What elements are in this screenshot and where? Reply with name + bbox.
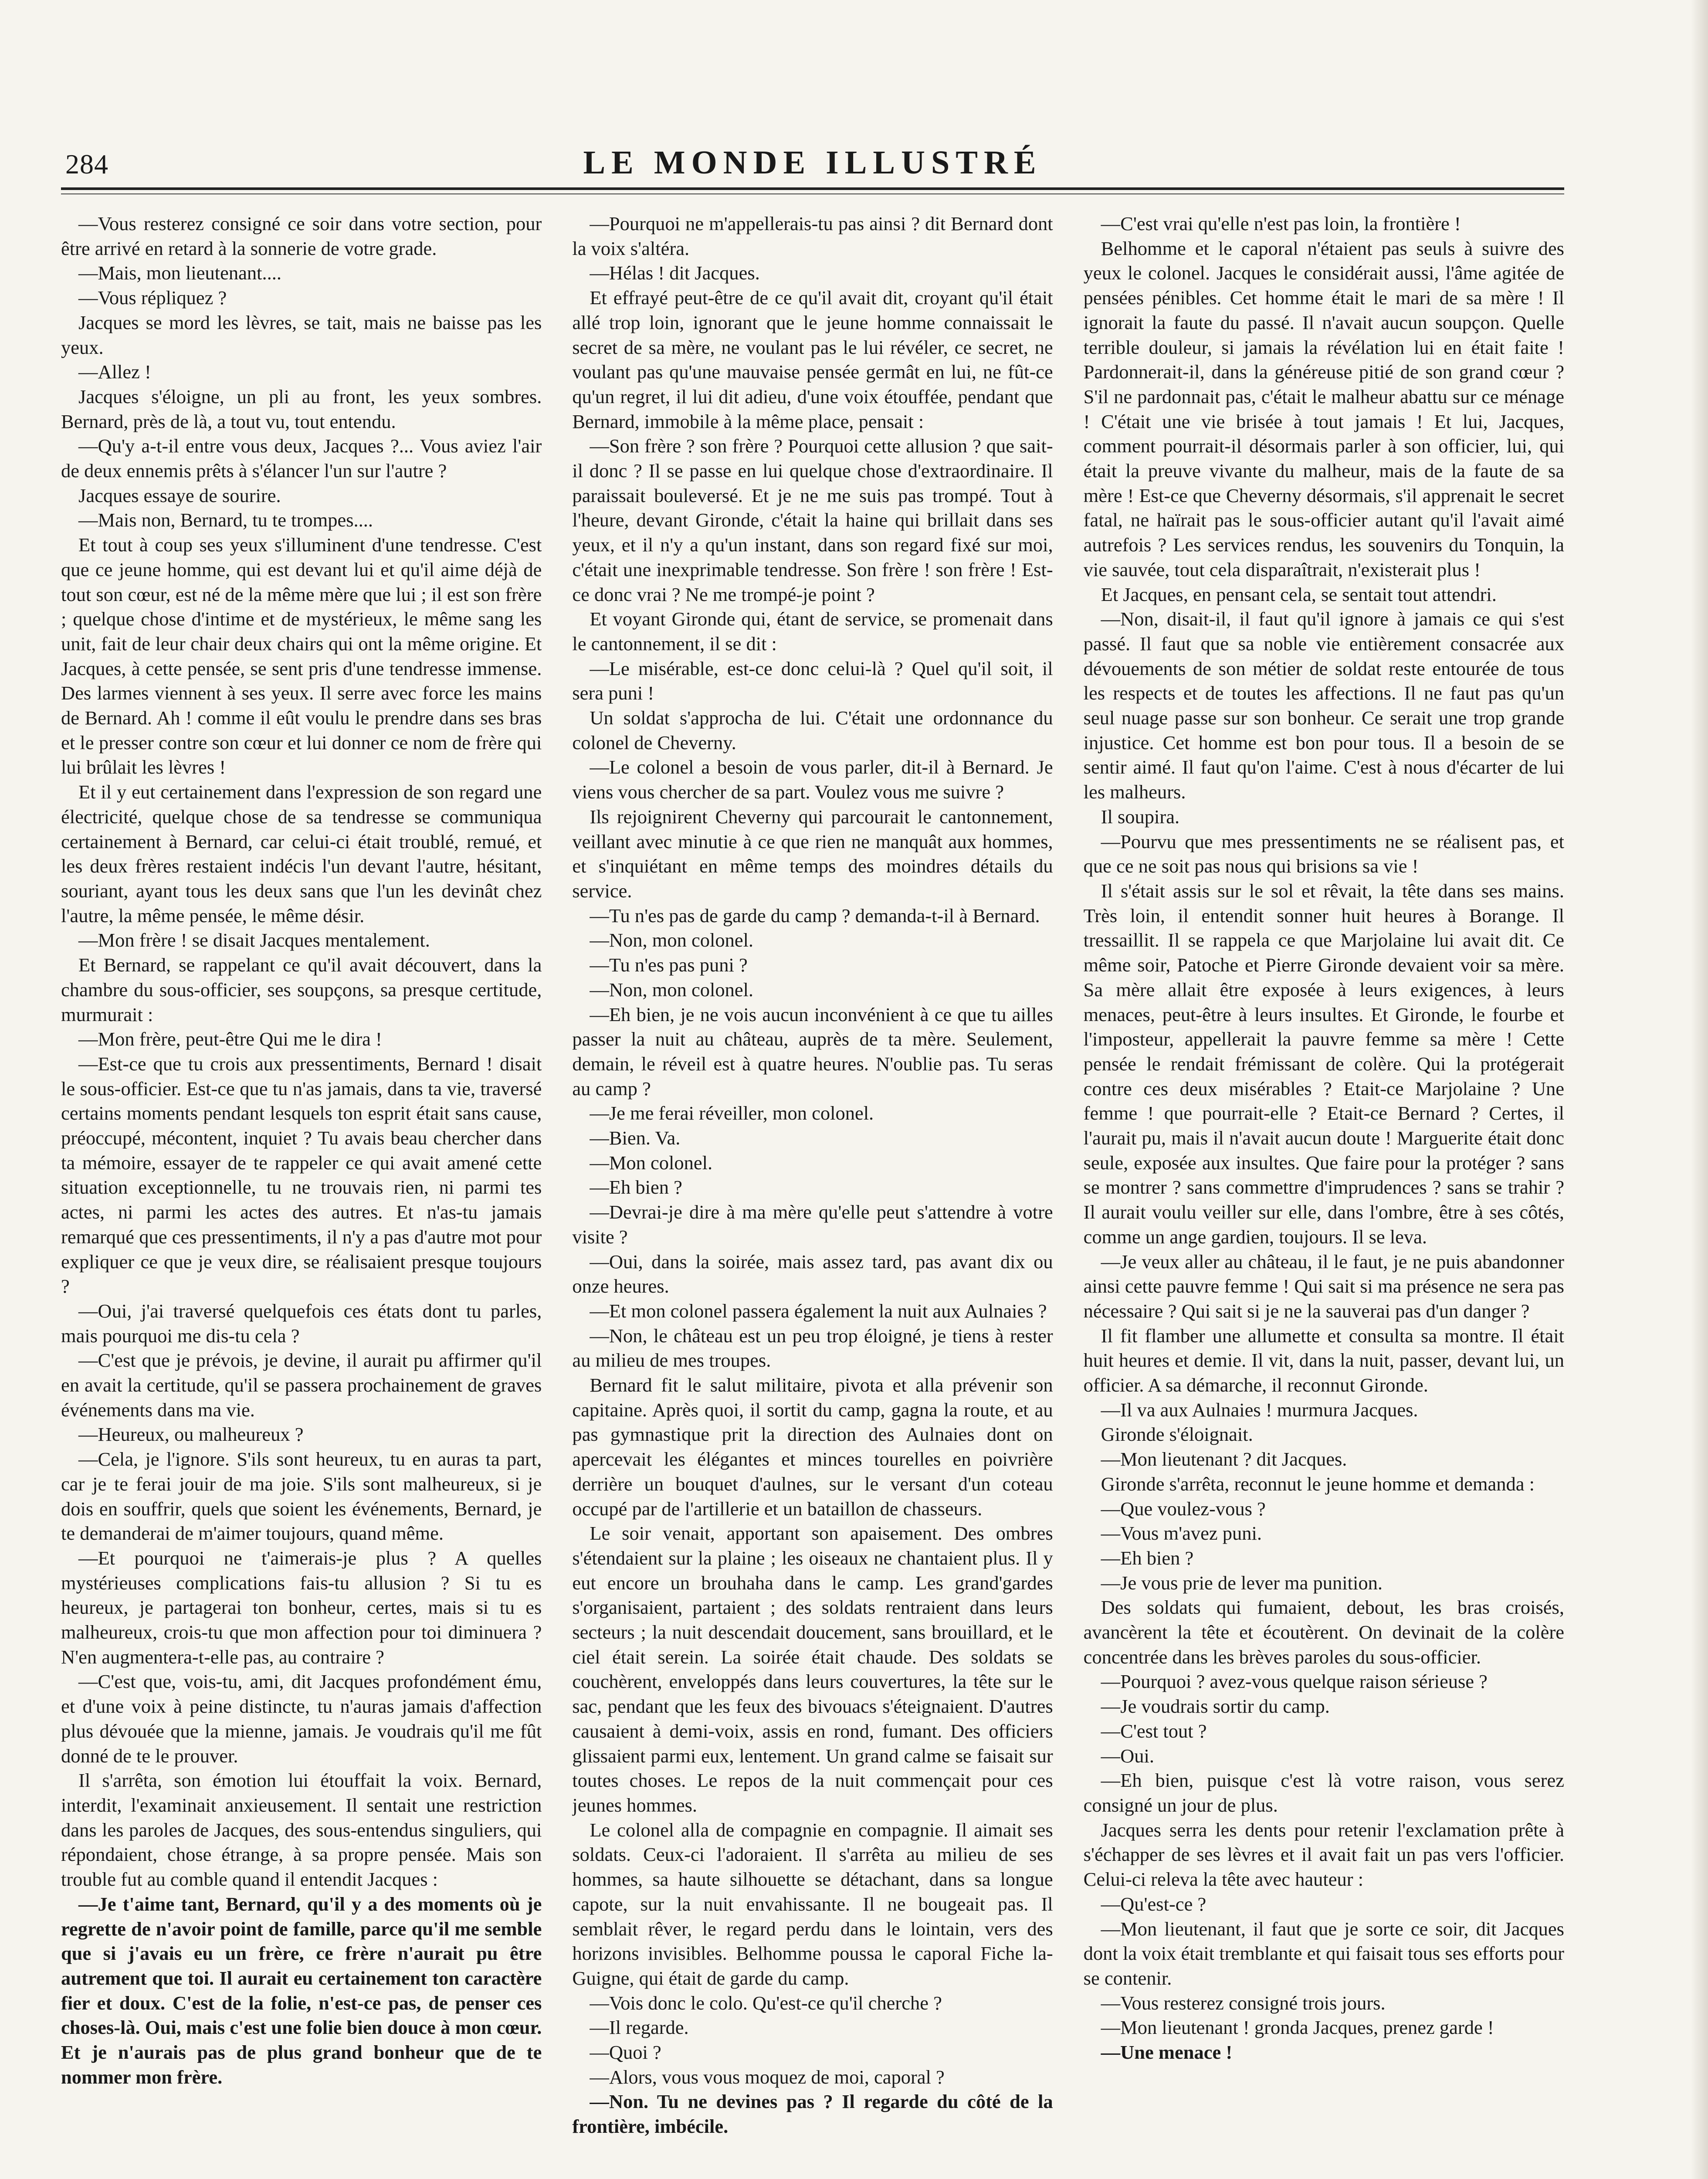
column-3 <box>1084 211 1564 2179</box>
paragraph: Et Jacques, en pensant cela, se sentait tout attendri. <box>1101 583 1497 605</box>
paragraph: —Je voudrais sortir du camp. <box>1101 1695 1330 1717</box>
paragraph: —Mon lieutenant, il faut que je sorte ce soir, dit Jacques dont la voix était tremblante et qui faisait tous ses efforts pour se contenir. <box>1083 1918 1564 1989</box>
paragraph: —Qu'est-ce ? <box>1101 1893 1206 1915</box>
header-rule-thick <box>61 187 1564 190</box>
paragraph: —Il va aux Aulnaies ! murmura Jacques. <box>1101 1398 1418 1421</box>
paragraph: —Que voulez-vous ? <box>1101 1497 1266 1520</box>
paragraph: —Une menace ! <box>1101 2041 1233 2064</box>
paragraph: —Mon lieutenant ? dit Jacques. <box>1101 1448 1347 1470</box>
paragraph: —Mon frère, peut-être Qui me le dira ! <box>78 1028 382 1050</box>
paragraph: —Et pourquoi ne t'aimerais-je plus ? A quelles mystérieuses complications fais-tu allusion ? Si tu es heureux, je partagerai ton bonheur, certes, mais si tu es malheureux, crois-tu que mon affection pour toi diminuera ? N'en augmentera-t-elle pas, au contraire ? <box>61 1547 542 1668</box>
paragraph: —Alors, vous vous moquez de moi, caporal ? <box>590 2066 945 2088</box>
paragraph: —Je vous prie de lever ma punition. <box>1101 1571 1383 1594</box>
paragraph: —Non, le château est un peu trop éloigné, je tiens à rester au milieu de mes troupes. <box>572 1324 1053 1371</box>
paragraph: —C'est que, vois-tu, ami, dit Jacques profondément ému, et d'une voix à peine distincte, tu n'auras jamais d'affection plus dévouée que la mienne, jamais. Je voudrais qu'il me fût donné de te le prouver. <box>61 1670 542 1767</box>
paragraph: —Eh bien, je ne vois aucun inconvénient à ce que tu ailles passer la nuit au château, auprès de ta mère. Seulement, demain, le réveil est à quatre heures. N'oublie pas. Tu seras au camp ? <box>572 1003 1053 1100</box>
paragraph: Jacques essaye de sourire. <box>78 484 281 506</box>
paragraph: Et il y eut certainement dans l'expression de son regard une électricité, quelque chose de sa tendresse se communiqua certainement à Bernard, car celui-ci était troublé, remué, et les deux frères restaient indécis l'un devant l'autre, hésitant, souriant, ayant tous les deux sans que l'un les devinât chez l'autre, la même pensée, le même désir. <box>61 781 542 927</box>
paragraph: —Mais, mon lieutenant.... <box>78 262 281 284</box>
paragraph: —Mais non, Bernard, tu te trompes.... <box>78 509 373 531</box>
paragraph: Il s'arrêta, son émotion lui étouffait la voix. Bernard, interdit, l'examinait anxieusement. Il sentait une restriction dans les paroles de Jacques, des sous-entendus singuliers, qui répondaient, chose étrange, à sa propre pensée. Mais son trouble fut au comble quand il entendit Jacques : <box>61 1769 542 1891</box>
page-header <box>61 131 1564 205</box>
paragraph: —Mon frère ! se disait Jacques mentalement. <box>78 929 430 951</box>
paragraph: Et Bernard, se rappelant ce qu'il avait découvert, dans la chambre du sous-officier, ses soupçons, sa presque certitude, murmurait : <box>61 954 542 1025</box>
paragraph: —C'est tout ? <box>1101 1720 1207 1742</box>
paragraph: Gironde s'arrêta, reconnut le jeune homme et demanda : <box>1101 1473 1535 1495</box>
paragraph: —Non, mon colonel. <box>590 929 754 951</box>
header-rule-thin <box>61 193 1564 194</box>
paragraph: —Je veux aller au château, il le faut, je ne puis abandonner ainsi cette pauvre femme ! Qui sait si ma présence ne sera pas nécessaire ? Qui sait si je ne la sauverai pas d'un danger ? <box>1083 1250 1564 1322</box>
paragraph: Jacques s'éloigne, un pli au front, les yeux sombres. Bernard, près de là, a tout vu, tout entendu. <box>61 385 542 432</box>
paragraph: Bernard fit le salut militaire, pivota et alla prévenir son capitaine. Après quoi, il sortit du camp, gagna la route, et au pas gymnastique prit la direction des Aulnaies dont on apercevait les élégantes et minces tourelles en poivrière derrière un bouquet d'aulnes, sur le versant d'un coteau occupé par de l'artillerie et un bataillon de chasseurs. <box>572 1374 1053 1520</box>
paragraph: —Quoi ? <box>590 2041 661 2064</box>
paragraph: —Je t'aime tant, Bernard, qu'il y a des moments où je regrette de n'avoir point de famille, parce qu'il me semble que si j'avais eu un frère, ce frère n'aurait pu être autrement que toi. Il aurait eu certainement ton caractère fier et doux. C'est de la folie, n'est-ce pas, de penser ces choses-là. Oui, mais c'est une folie bien douce à mon cœur. Et je n'aurais pas de plus grand bonheur que de te nommer mon frère. <box>61 1893 542 2088</box>
paragraph: —Oui, dans la soirée, mais assez tard, pas avant dix ou onze heures. <box>572 1250 1053 1297</box>
paragraph: Et effrayé peut-être de ce qu'il avait dit, croyant qu'il était allé trop loin, ignorant que le jeune homme connaissait le secret de sa mère, ne voulant pas le lui révéler, ce secret, ne voulant pas qu'une mauvaise pensée germât en lui, ne fût-ce qu'un regret, il lui dit adieu, d'une voix étouffée, pendant que Bernard, immobile à la même place, pensait : <box>572 287 1053 432</box>
paragraph: —Oui, j'ai traversé quelquefois ces états dont tu parles, mais pourquoi me dis-tu cela ? <box>61 1300 542 1347</box>
paragraph: —Son frère ? son frère ? Pourquoi cette allusion ? que sait-il donc ? Il se passe en lui quelque chose d'extraordinaire. Il paraissait bouleversé. Et je ne me suis pas trompé. Tout à l'heure, devant Gironde, c'était la haine qui brillait dans ses yeux, et il n'y a qu'un instant, dans son regard fixé sur moi, c'était une inexprimable tendresse. Son frère ! son frère ! Est-ce donc vrai ? Ne me trompé-je point ? <box>572 435 1053 605</box>
paragraph: —Eh bien ? <box>590 1176 682 1198</box>
paragraph: —Le misérable, est-ce donc celui-là ? Quel qu'il soit, il sera puni ! <box>572 657 1053 704</box>
paragraph: —Eh bien ? <box>1101 1547 1194 1569</box>
paragraph: —Pourquoi ne m'appellerais-tu pas ainsi ? dit Bernard dont la voix s'altéra. <box>572 213 1053 259</box>
paragraph: —Pourvu que mes pressentiments ne se réalisent pas, et que ce ne soit pas nous qui brisions sa vie ! <box>1083 830 1564 877</box>
paragraph: —Vous resterez consigné trois jours. <box>1101 1992 1386 2014</box>
newspaper-page <box>61 131 1564 2179</box>
paragraph: Et voyant Gironde qui, étant de service, se promenait dans le cantonnement, il se dit : <box>572 608 1053 655</box>
paragraph: —Vois donc le colo. Qu'est-ce qu'il cherche ? <box>590 1992 942 2014</box>
paragraph: —Devrai-je dire à ma mère qu'elle peut s'attendre à votre visite ? <box>572 1201 1053 1248</box>
paragraph: —Oui. <box>1101 1745 1155 1767</box>
paragraph: —Vous m'avez puni. <box>1101 1522 1262 1544</box>
paragraph: Jacques se mord les lèvres, se tait, mais ne baisse pas les yeux. <box>61 311 542 358</box>
paragraph: —Cela, je l'ignore. S'ils sont heureux, tu en auras ta part, car je te ferai jouir de ma joie. S'ils sont malheureux, si je dois en souffrir, quels que soient les événements, Bernard, je te demanderai de m'aimer toujours, quand même. <box>61 1448 542 1544</box>
paragraph: —Vous resterez consigné ce soir dans votre section, pour être arrivé en retard à la sonnerie de votre grade. <box>61 213 542 259</box>
paragraph: —Heureux, ou malheureux ? <box>78 1423 304 1446</box>
paragraph: —Est-ce que tu crois aux pressentiments, Bernard ! disait le sous-officier. Est-ce que tu n'as jamais, dans ta vie, traversé certains moments pendant lesquels ton esprit était sans cause, préoccupé, mécontent, inquiet ? Tu avais beau chercher dans ta mémoire, essayer de te rappeler ce qui avait amené cette situation exceptionnelle, tu ne trouvais rien, ni parmi tes actes, ni parmi les actes des autres. Et n'as-tu jamais remarqué que ces pressentiments, il n'y a pas d'autre mot pour expliquer ce que je veux dire, se réalisaient presque toujours ? <box>61 1052 542 1297</box>
paragraph: —Le colonel a besoin de vous parler, dit-il à Bernard. Je viens vous chercher de sa part. Voulez vous me suivre ? <box>572 756 1053 803</box>
paragraph: Jacques serra les dents pour retenir l'exclamation prête à s'échapper de ses lèvres et il avait fait un pas vers l'officier. Celui-ci releva la tête avec hauteur : <box>1083 1819 1564 1891</box>
paragraph: —Il regarde. <box>590 2016 689 2039</box>
paragraph: —Non, mon colonel. <box>590 978 754 1001</box>
paragraph: Gironde s'éloignait. <box>1101 1423 1253 1446</box>
paragraph: —Non. Tu ne devines pas ? Il regarde du côté de la frontière, imbécile. <box>572 2091 1053 2138</box>
paragraph: —Qu'y a-t-il entre vous deux, Jacques ?... Vous aviez l'air de deux ennemis prêts à s'élancer l'un sur l'autre ? <box>61 435 542 482</box>
paragraph: —Mon colonel. <box>590 1151 713 1174</box>
paragraph: —Pourquoi ? avez-vous quelque raison sérieuse ? <box>1101 1670 1488 1693</box>
scan-edge <box>1691 0 1708 2179</box>
paragraph: Belhomme et le caporal n'étaient pas seuls à suivre des yeux le colonel. Jacques le considérait aussi, l'âme agitée de pensées pénibles. Cet homme était le mari de sa mère ! Il ignorait la faute du passé. Il n'avait aucun soupçon. Quelle terrible douleur, si jamais la révélation lui en était faite ! Pardonnerait-il, dans la généreuse pitié de son grand cœur ? S'il ne pardonnait pas, c'était le malheur abattu sur ce ménage ! C'était une vie brisée à tout jamais ! Et lui, Jacques, comment pourrait-il désormais parler à son officier, lui, qui était la preuve vivante du malheur, mais de la faute de sa mère ! Est-ce que Cheverny désormais, s'il apprenait le secret fatal, ne haïrait pas le sous-officier autant qu'il l'avait aimé autrefois ? Les services rendus, les souvenirs du Tonquin, la vie sauvée, tout cela disparaîtrait, n'existerait plus ! <box>1083 237 1564 580</box>
paragraph: —Tu n'es pas puni ? <box>590 954 748 976</box>
paragraph: —Tu n'es pas de garde du camp ? demanda-t-il à Bernard. <box>590 904 1040 927</box>
paragraph: —C'est que je prévois, je devine, il aurait pu affirmer qu'il en avait la certitude, qu'il se passera prochainement de graves événements dans ma vie. <box>61 1349 542 1421</box>
paragraph: Un soldat s'approcha de lui. C'était une ordonnance du colonel de Cheverny. <box>572 707 1053 753</box>
paragraph: Il s'était assis sur le sol et rêvait, la tête dans ses mains. Très loin, il entendit sonner huit heures à Borange. Il tressaillit. Il se rappela ce que Marjolaine lui avait dit. Ce même soir, Patoche et Pierre Gironde devaient voir sa mère. Sa mère allait être exposée à leurs exigences, à leurs menaces, peut-être à leurs insultes. Et Gironde, le fourbe et l'imposteur, appellerait la pauvre femme sa mère ! Cette pensée le rendait frémissant de colère. Qui la protégerait contre ces deux misérables ? Etait-ce Marjolaine ? Une femme ! que pourrait-elle ? Etait-ce Bernard ? Certes, il l'aurait pu, mais il n'avait aucun doute ! Marguerite était donc seule, exposée aux insultes. Que faire pour la protéger ? sans se montrer ? sans commettre d'imprudences ? sans se trahir ? Il aurait voulu veiller sur elle, dans l'ombre, être à ses côtés, comme un ange gardien, toujours. Il se leva. <box>1083 879 1564 1248</box>
paragraph: Ils rejoignirent Cheverny qui parcourait le cantonnement, veillant avec minutie à ce que rien ne manquât aux hommes, et s'inquiétant en même temps des moindres détails du service. <box>572 805 1053 902</box>
paragraph: —Allez ! <box>78 361 151 383</box>
paragraph: —Non, disait-il, il faut qu'il ignore à jamais ce qui s'est passé. Il faut que sa noble vie entièrement consacrée aux dévouements de son métier de soldat reste entourée de tous les respects et de toutes les affections. Il ne faut pas qu'un seul nuage passe sur son bonheur. Ce serait une trop grande injustice. Cet homme est bon pour tous. Il a besoin de se sentir aimé. Il faut qu'on l'aime. C'est à nous d'écarter de lui les malheurs. <box>1083 608 1564 803</box>
paragraph: —Eh bien, puisque c'est là votre raison, vous serez consigné un jour de plus. <box>1083 1769 1564 1816</box>
paragraph: —Bien. Va. <box>590 1127 681 1149</box>
paragraph: Il soupira. <box>1101 805 1180 828</box>
paragraph: Le colonel alla de compagnie en compagnie. Il aimait ses soldats. Ceux-ci l'adoraient. Il s'arrêta au milieu de ses hommes, sa haute silhouette se détachant, dans sa longue capote, sur la nuit envahissante. Il ne bougeait pas. Il semblait rêver, le regard perdu dans le lointain, vers des horizons invisibles. Belhomme poussa le caporal Fiche la-Guigne, qui était de garde du camp. <box>572 1819 1053 1989</box>
paragraph: —Et mon colonel passera également la nuit aux Aulnaies ? <box>590 1300 1047 1322</box>
masthead: LE MONDE ILLUSTRÉ <box>583 144 1042 181</box>
paragraph: —Vous répliquez ? <box>78 287 227 309</box>
page-number: 284 <box>65 149 108 180</box>
paragraph: Le soir venait, apportant son apaisement. Des ombres s'étendaient sur la plaine ; les oiseaux ne chantaient plus. Il y eut encore un brouhaha dans le camp. Les grand'gardes s'organisaient, partaient ; des soldats rentraient dans leurs secteurs ; la nuit descendait doucement, sans brouillard, et le ciel était serein. La soirée était chaude. Des soldats se couchèrent, enveloppés dans leurs couvertures, la tête sur le sac, pendant que les feux des bivouacs s'éteignaient. D'autres causaient à demi-voix, assis en rond, fumant. Des officiers glissaient parmi eux, lentement. Un grand calme se faisait sur toutes choses. Le repos de la nuit commençait pour ces jeunes hommes. <box>572 1522 1053 1816</box>
paragraph: Des soldats qui fumaient, debout, les bras croisés, avancèrent la tête et écoutèrent. On devinait de la colère concentrée dans les brèves paroles du sous-officier. <box>1083 1596 1564 1668</box>
paragraph: —C'est vrai qu'elle n'est pas loin, la frontière ! <box>1101 213 1461 234</box>
text-columns <box>61 211 1564 2179</box>
paragraph: —Hélas ! dit Jacques. <box>590 262 760 284</box>
column-1 <box>61 211 542 2179</box>
paragraph: Il fit flamber une allumette et consulta sa montre. Il était huit heures et demie. Il vit, dans la nuit, passer, devant lui, un officier. A sa démarche, il reconnut Gironde. <box>1083 1324 1564 1396</box>
paragraph: —Je me ferai réveiller, mon colonel. <box>590 1102 874 1124</box>
paragraph: —Mon lieutenant ! gronda Jacques, prenez garde ! <box>1101 2016 1494 2039</box>
column-2 <box>572 211 1053 2179</box>
paragraph: Et tout à coup ses yeux s'illuminent d'une tendresse. C'est que ce jeune homme, qui est devant lui et qu'il aime déjà de tout son cœur, est né de la même mère que lui ; il est son frère ; quelque chose d'intime et de mystérieux, le même sang les unit, fait de leur chair deux chairs qui ont la même origine. Et Jacques, à cette pensée, se sent pris d'une tendresse immense. Des larmes viennent à ses yeux. Il serre avec force les mains de Bernard. Ah ! comme il eût voulu le prendre dans ses bras et le presser contre son cœur et lui donner ce nom de frère qui lui brûlait les lèvres ! <box>61 534 542 778</box>
